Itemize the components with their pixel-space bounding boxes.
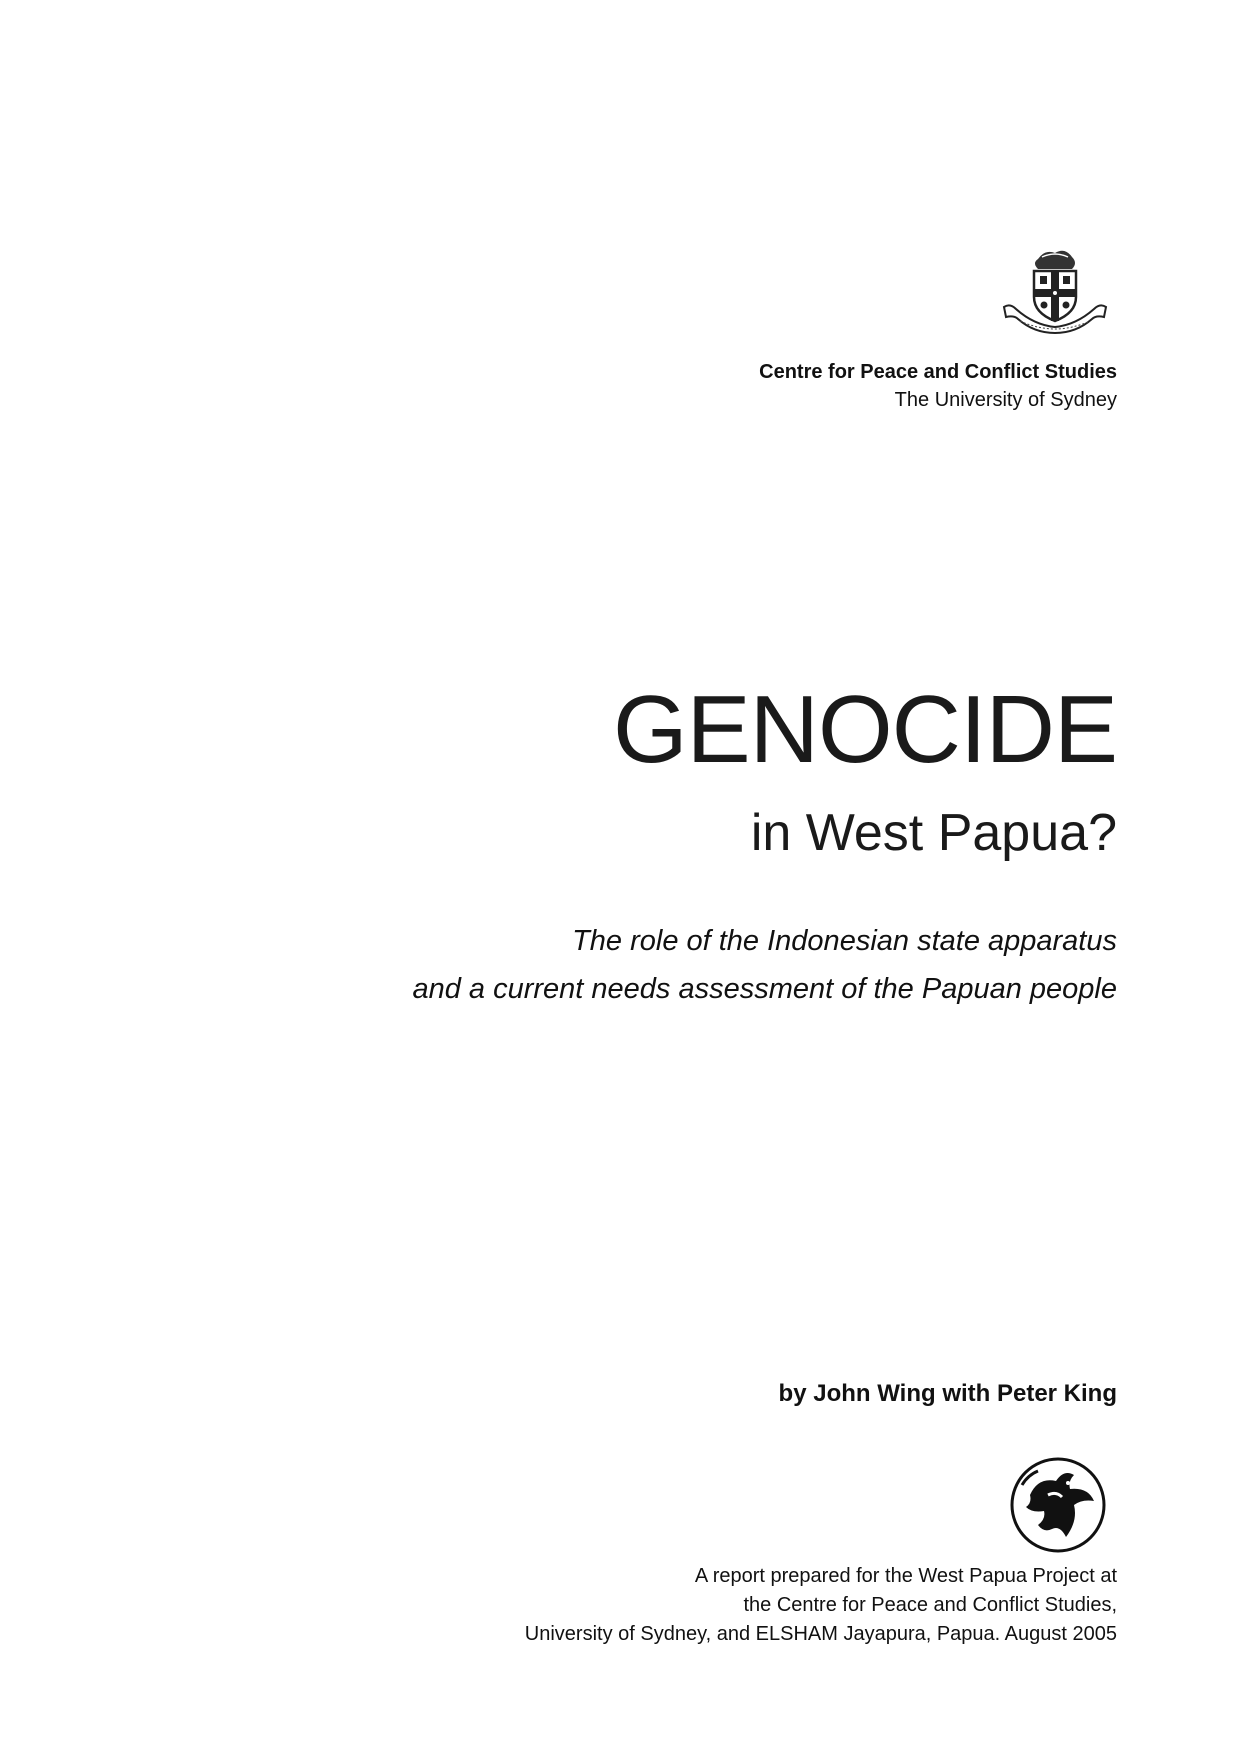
document-subtitle — [412, 917, 1117, 1013]
centre-name: Centre for Peace and Conflict Studies — [759, 361, 1117, 383]
university-name: The University of Sydney — [894, 389, 1117, 411]
subtitle-line-1: The role of the Indonesian state apparatus — [572, 925, 1117, 957]
report-note-line-3: University of Sydney, and ELSHAM Jayapura, Papua. August 2005 — [524, 1623, 1117, 1645]
dove-logo-icon — [1008, 1455, 1108, 1555]
centre-affiliation — [759, 358, 1117, 414]
document-title-sub: in West Papua? — [750, 804, 1117, 862]
report-note-line-1: A report prepared for the West Papua Project at — [694, 1565, 1117, 1587]
report-note-line-2: the Centre for Peace and Conflict Studies, — [743, 1594, 1117, 1616]
subtitle-line-2: and a current needs assessment of the Papuan people — [412, 973, 1117, 1005]
document-title: GENOCIDE — [612, 676, 1117, 783]
university-crest-icon — [1000, 245, 1110, 335]
report-note — [525, 1562, 1117, 1649]
authors-line: by John Wing with Peter King — [778, 1380, 1117, 1407]
